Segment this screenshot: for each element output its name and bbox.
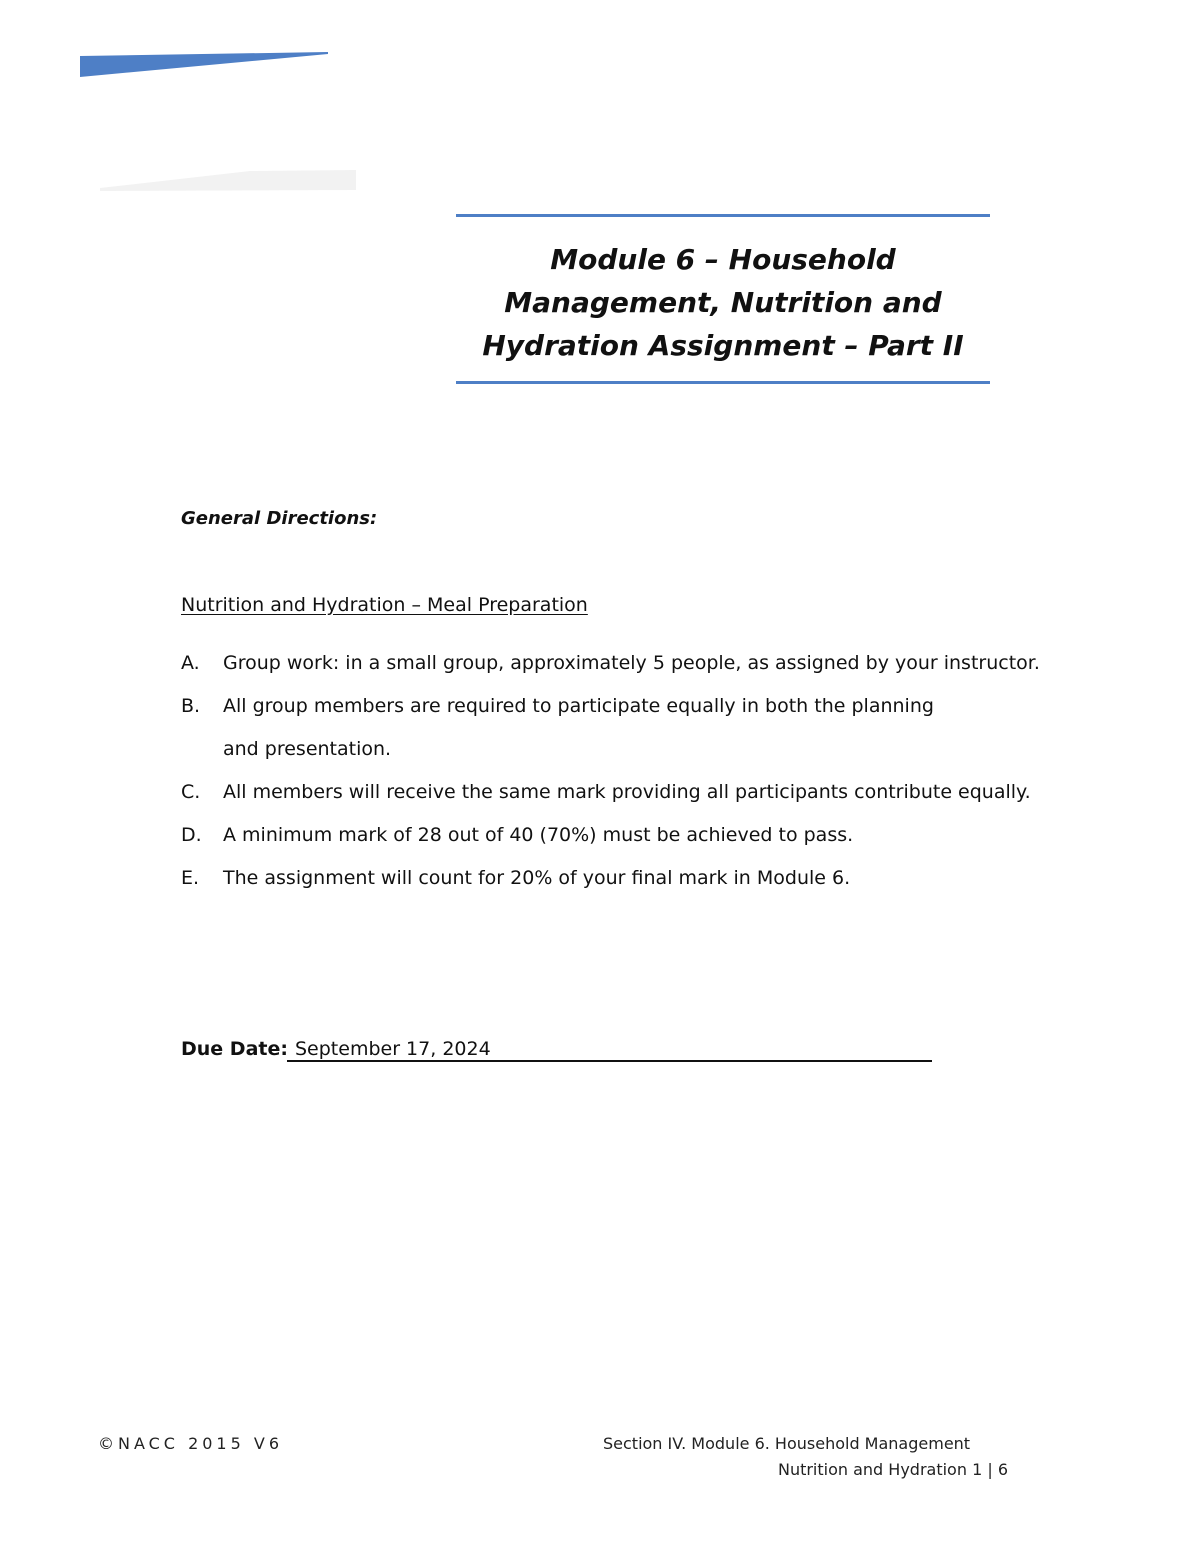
item-text-a: Group work: in a small group, approximately 5 people, as assigned by your instructor. bbox=[223, 652, 1040, 674]
footer-copyright: ©NACC 2015 V6 bbox=[98, 1434, 283, 1453]
logo-bar bbox=[80, 52, 330, 78]
section-heading: Nutrition and Hydration – Meal Preparation bbox=[181, 594, 588, 616]
title-top-rule bbox=[456, 214, 990, 217]
item-letter-d: D. bbox=[181, 824, 202, 846]
page-title bbox=[456, 238, 990, 367]
item-text-b-continuation: and presentation. bbox=[223, 738, 392, 760]
logo-faint-stroke bbox=[100, 168, 356, 192]
item-text-d: A minimum mark of 28 out of 40 (70%) must be achieved to pass. bbox=[223, 824, 854, 846]
footer-section: Section IV. Module 6. Household Management bbox=[603, 1434, 971, 1453]
title-line-2: Management, Nutrition and bbox=[504, 286, 942, 319]
item-letter-e: E. bbox=[181, 867, 200, 889]
item-letter-a: A. bbox=[181, 652, 200, 674]
item-letter-b: B. bbox=[181, 695, 201, 717]
title-line-1: Module 6 – Household bbox=[550, 243, 896, 276]
general-directions-heading: General Directions: bbox=[181, 508, 378, 529]
item-letter-c: C. bbox=[181, 781, 201, 803]
title-line-3: Hydration Assignment – Part II bbox=[482, 329, 964, 362]
item-text-c: All members will receive the same mark providing all participants contribute equally. bbox=[223, 781, 1031, 803]
due-date-value: September 17, 2024 bbox=[287, 1038, 932, 1062]
title-bottom-rule bbox=[456, 381, 990, 384]
footer-page-label: Nutrition and Hydration 1 | 6 bbox=[777, 1460, 1008, 1479]
item-text-b: All group members are required to participate equally in both the planning bbox=[223, 695, 934, 717]
item-text-e: The assignment will count for 20% of your final mark in Module 6. bbox=[223, 867, 851, 889]
due-date-label: Due Date: bbox=[181, 1038, 288, 1060]
